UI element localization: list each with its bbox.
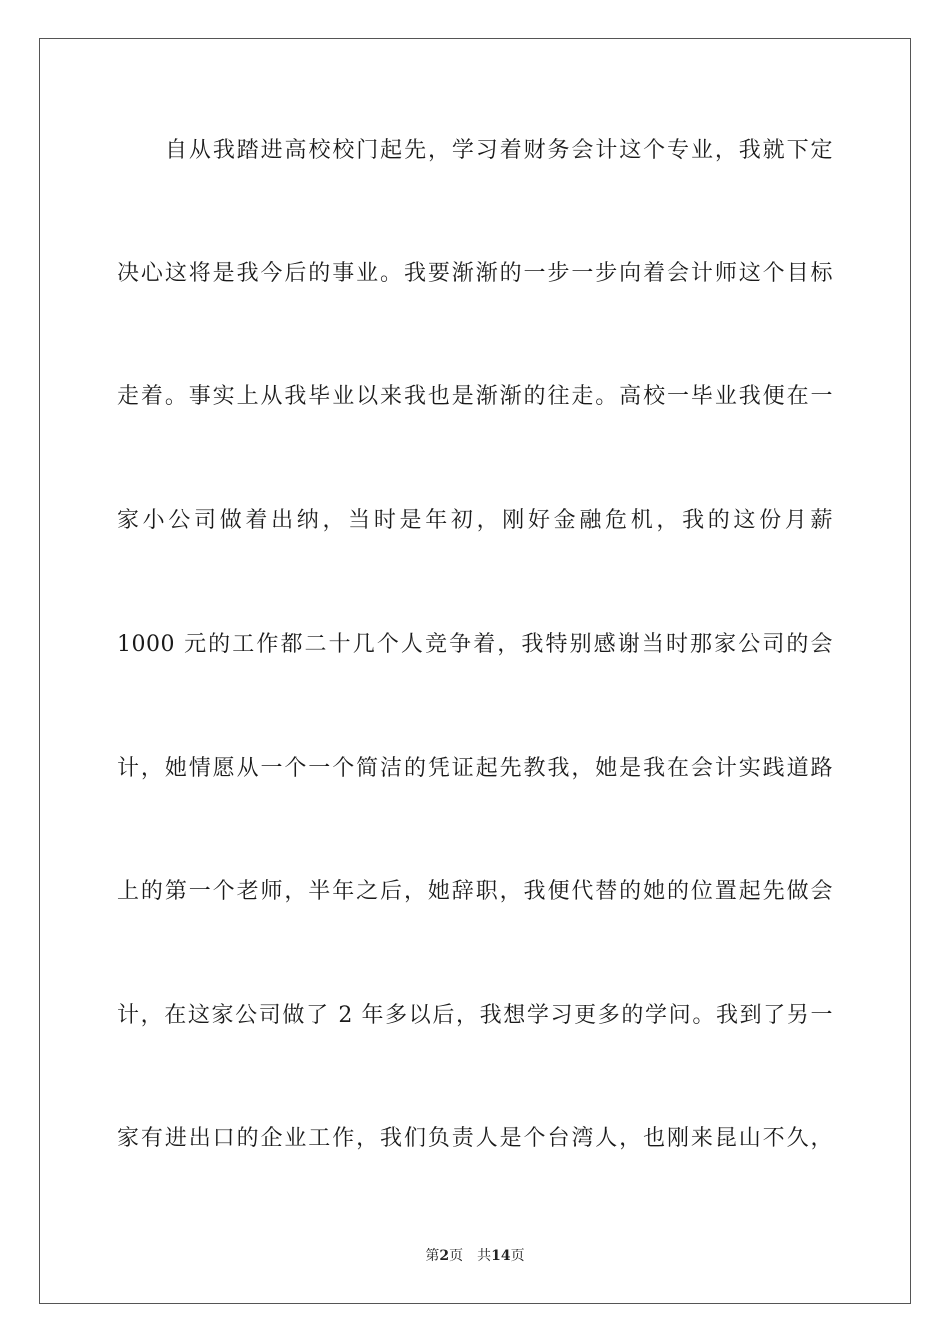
paragraph-line: 计，她情愿从一个一个简洁的凭证起先教我，她是我在会计实践道路 — [117, 756, 833, 781]
paragraph-line: 自从我踏进高校校门起先，学习着财务会计这个专业，我就下定 — [165, 138, 833, 163]
paragraph-line: 家有进出口的企业工作，我们负责人是个台湾人，也刚来昆山不久， — [117, 1126, 833, 1151]
page-number: 2 — [439, 1248, 450, 1264]
paragraph-line: 1000 元的工作都二十几个人竞争着，我特别感谢当时那家公司的会 — [117, 632, 833, 657]
total-pages: 14 — [491, 1248, 511, 1264]
total-suffix: 页 — [510, 1248, 525, 1264]
paragraph-line: 计，在这家公司做了 2 年多以后，我想学习更多的学问。我到了另一 — [117, 1003, 833, 1028]
total-prefix: 共 — [477, 1248, 492, 1264]
paragraph-line: 决心这将是我今后的事业。我要渐渐的一步一步向着会计师这个目标 — [117, 261, 833, 286]
page-suffix: 页 — [449, 1248, 464, 1264]
page-footer — [0, 1247, 950, 1265]
page-border — [39, 38, 911, 1304]
paragraph-line: 走着。事实上从我毕业以来我也是渐渐的往走。高校一毕业我便在一 — [117, 384, 833, 409]
paragraph-line: 上的第一个老师，半年之后，她辞职，我便代替的她的位置起先做会 — [117, 879, 833, 904]
paragraph-line: 家小公司做着出纳，当时是年初，刚好金融危机，我的这份月薪 — [117, 508, 833, 533]
page-prefix: 第 — [425, 1248, 440, 1264]
